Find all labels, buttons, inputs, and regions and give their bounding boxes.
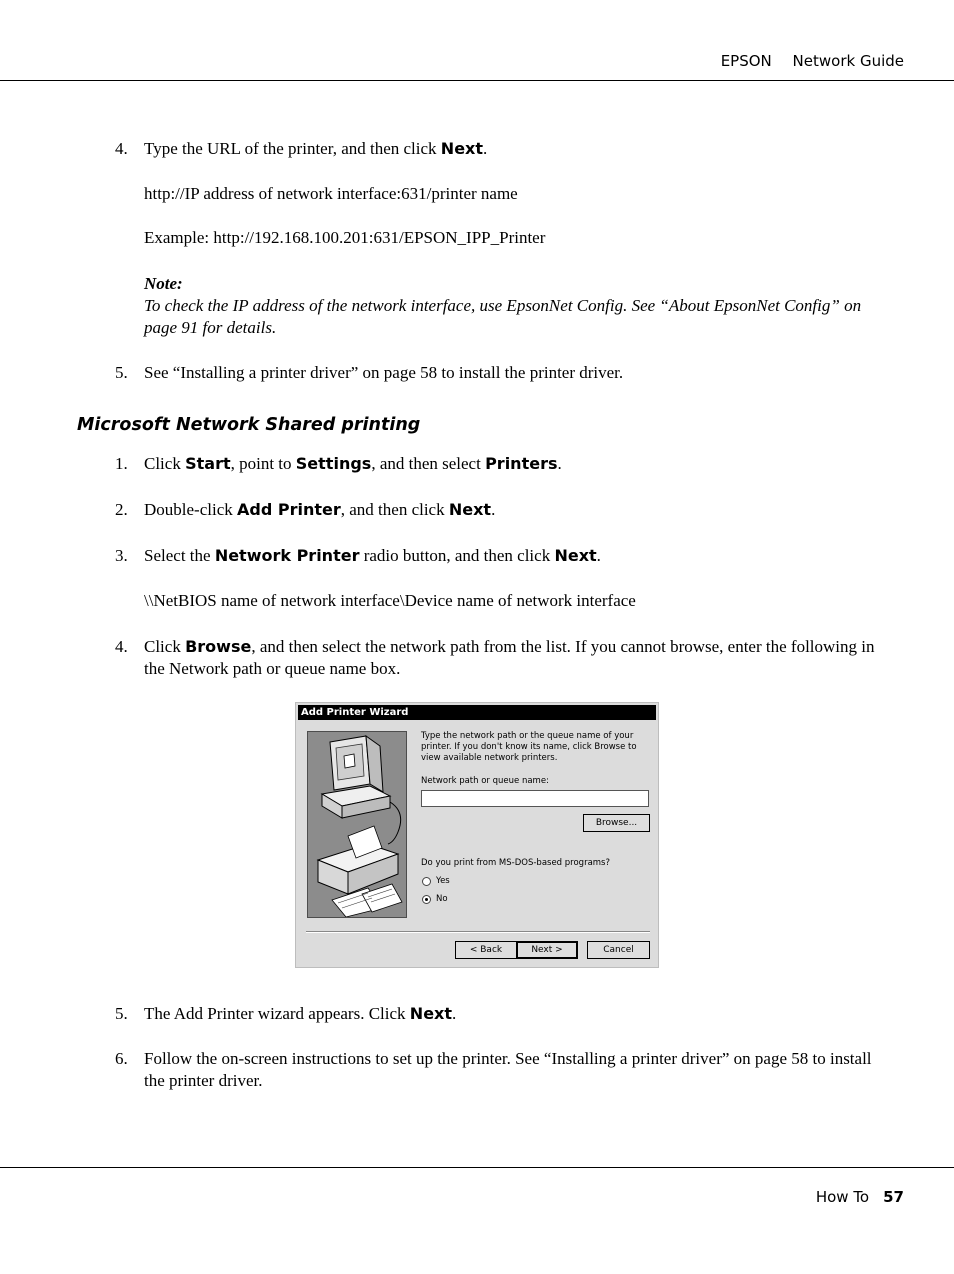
step-number: 3. xyxy=(115,546,128,565)
step-number: 5. xyxy=(115,1004,128,1023)
footer-rule xyxy=(0,1167,954,1168)
no-radio[interactable] xyxy=(422,895,431,904)
browse-button[interactable]: Browse... xyxy=(583,814,650,832)
section-title: Microsoft Network Shared printing xyxy=(77,415,421,435)
step-text: Select the Network Printer radio button, and then click Next. xyxy=(144,546,601,565)
footer-section: How To xyxy=(815,1188,870,1206)
ui-term: Network Printer xyxy=(214,546,360,565)
brand-label: EPSON xyxy=(720,52,772,70)
cancel-button[interactable]: Cancel xyxy=(587,941,650,959)
netbios-path: \\NetBIOS name of network interface\Device name of network interface xyxy=(144,591,636,610)
step-number: 1. xyxy=(115,454,128,473)
ui-term: Next xyxy=(554,546,597,565)
network-path-input[interactable] xyxy=(421,790,649,807)
path-label: Network path or queue name: xyxy=(421,776,549,786)
step-number: 2. xyxy=(115,500,128,519)
step-number: 4. xyxy=(115,139,128,158)
page-footer xyxy=(816,1188,904,1206)
ms-dos-question: Do you print from MS-DOS-based programs? xyxy=(421,858,611,868)
step-text: The Add Printer wizard appears. Click Next. xyxy=(144,1004,457,1023)
step-text: See “Installing a printer driver” on page 58 to install the printer driver. xyxy=(144,363,624,382)
next-button[interactable]: Next > xyxy=(516,941,578,959)
printer-computer-icon xyxy=(308,732,406,917)
url-example: Example: http://192.168.100.201:631/EPSON_IPP_Printer xyxy=(144,228,546,247)
page-header xyxy=(705,52,904,70)
ui-term: Next xyxy=(448,500,492,519)
step-text: Follow the on-screen instructions to set up the printer. See “Installing a printer driver” on page 58 to install the printer driver. xyxy=(144,1049,872,1090)
step-text: Type the URL of the printer, and then click Next. xyxy=(144,139,488,158)
no-label: No xyxy=(436,894,448,904)
step-text: Double-click Add Printer, and then click Next. xyxy=(144,500,496,519)
url-format: http://IP address of network interface:631/printer name xyxy=(144,184,518,203)
ui-term: Start xyxy=(185,454,231,473)
ui-term: Browse xyxy=(185,637,252,656)
add-printer-wizard-screenshot xyxy=(295,702,659,968)
back-button[interactable]: < Back xyxy=(455,941,517,959)
step-number: 6. xyxy=(115,1049,128,1068)
step-text: Click Start, point to Settings, and then select Printers. xyxy=(144,454,562,473)
dialog-title: Add Printer Wizard xyxy=(298,705,656,720)
dialog-separator xyxy=(306,931,650,933)
dialog-intro: Type the network path or the queue name of your printer. If you don't know its name, click Browse to view available network printers. xyxy=(421,731,637,763)
step-text: Click Browse, and then select the network path from the list. If you cannot browse, enter the following in the Network path or queue name box. xyxy=(144,637,875,678)
note-heading: Note: xyxy=(144,274,183,293)
ui-term: Next xyxy=(409,1004,453,1023)
ui-term: Settings xyxy=(295,454,372,473)
step-number: 5. xyxy=(115,363,128,382)
page-number: 57 xyxy=(883,1188,904,1206)
ui-term: Next xyxy=(440,139,484,158)
note-text: To check the IP address of the network interface, use EpsonNet Config. See “About EpsonNet Config” on page 91 for details. xyxy=(144,296,862,337)
ui-term: Add Printer xyxy=(237,500,341,519)
step-number: 4. xyxy=(115,637,128,656)
ui-term: Printers xyxy=(485,454,558,473)
header-rule xyxy=(0,80,954,81)
guide-title: Network Guide xyxy=(792,52,904,70)
yes-radio[interactable] xyxy=(422,877,431,886)
computer-printer-illustration xyxy=(307,731,407,918)
yes-label: Yes xyxy=(436,876,450,886)
